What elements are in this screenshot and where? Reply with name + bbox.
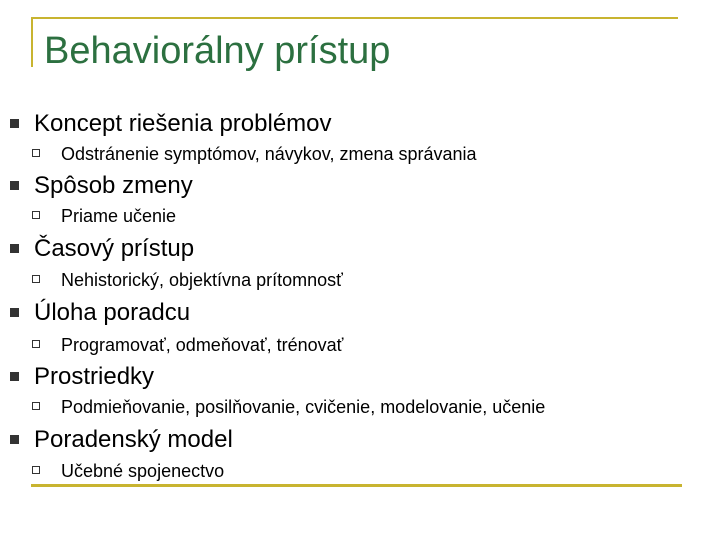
filled-square-bullet-icon bbox=[10, 372, 19, 381]
bullet-item-label: Úloha poradcu bbox=[34, 299, 191, 326]
sub-item-label: Podmieňovanie, posilňovanie, cvičenie, modelovanie, učenie bbox=[61, 397, 546, 417]
title-frame-top-line bbox=[31, 17, 678, 19]
filled-square-bullet-icon bbox=[10, 435, 19, 444]
hollow-square-bullet-icon bbox=[32, 340, 40, 348]
filled-square-bullet-icon bbox=[10, 244, 19, 253]
slide-bottom-line bbox=[31, 484, 682, 487]
slide-title: Behaviorálny prístup bbox=[44, 30, 391, 72]
filled-square-bullet-icon bbox=[10, 119, 19, 128]
sub-item-label: Programovať, odmeňovať, trénovať bbox=[61, 335, 344, 355]
hollow-square-bullet-icon bbox=[32, 149, 40, 157]
sub-item-label: Učebné spojenectvo bbox=[61, 461, 225, 481]
sub-item-label: Nehistorický, objektívna prítomnosť bbox=[61, 270, 343, 290]
filled-square-bullet-icon bbox=[10, 181, 19, 190]
hollow-square-bullet-icon bbox=[32, 275, 40, 283]
sub-item-label: Odstránenie symptómov, návykov, zmena správania bbox=[61, 144, 477, 164]
bullet-item-label: Poradenský model bbox=[34, 426, 233, 453]
sub-item-label: Priame učenie bbox=[61, 206, 177, 226]
title-frame-left-line bbox=[31, 17, 33, 67]
hollow-square-bullet-icon bbox=[32, 402, 40, 410]
bullet-item-label: Spôsob zmeny bbox=[34, 172, 193, 199]
hollow-square-bullet-icon bbox=[32, 466, 40, 474]
filled-square-bullet-icon bbox=[10, 308, 19, 317]
bullet-item-label: Časový prístup bbox=[34, 235, 195, 262]
bullet-item-label: Koncept riešenia problémov bbox=[34, 110, 332, 137]
bullet-item-label: Prostriedky bbox=[34, 363, 155, 390]
hollow-square-bullet-icon bbox=[32, 211, 40, 219]
